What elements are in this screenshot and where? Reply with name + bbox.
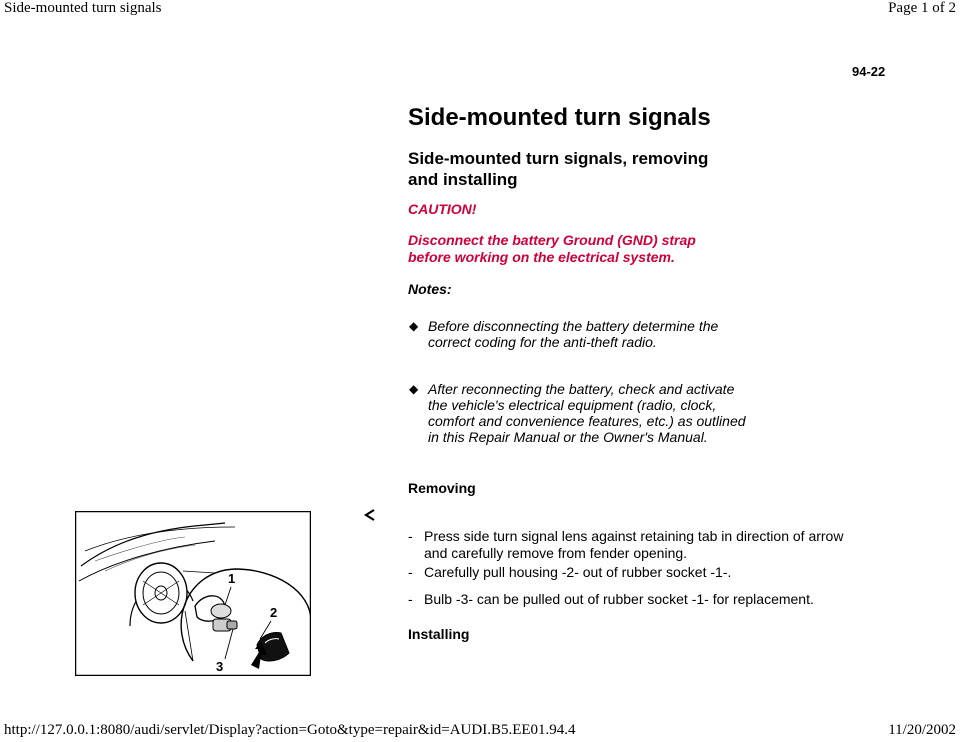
step-item — [408, 564, 868, 581]
header-page-label: Page 1 of 2 — [888, 0, 956, 16]
page-title: Side-mounted turn signals — [408, 104, 711, 131]
footer-date: 11/20/2002 — [888, 722, 956, 738]
diamond-bullet-icon: ◆ — [409, 319, 419, 333]
notes-label: Notes: — [408, 281, 452, 297]
turn-signal-illustration-icon — [75, 511, 311, 676]
page-number: 94-22 — [852, 64, 886, 79]
caution-text: Disconnect the battery Ground (GND) strap before working on the electrical system. — [408, 232, 696, 265]
step-item — [408, 528, 868, 562]
note-item — [409, 381, 749, 445]
callout-3: 3 — [216, 659, 224, 674]
callout-2: 2 — [270, 605, 278, 620]
installing-label: Installing — [408, 626, 470, 642]
step-dash: - — [408, 528, 413, 544]
note-text: Before disconnecting the battery determine the correct coding for the anti-theft radio. — [428, 318, 719, 350]
note-text: After reconnecting the battery, check and activate the vehicle's electrical equipment (radio, clock, comfort and convenience features, etc.) as outlined in this Repair Manual or the Owner's Manual. — [428, 381, 746, 445]
caution-label: CAUTION! — [408, 201, 477, 217]
removing-label: Removing — [408, 480, 476, 496]
figure-pointer-arrow-icon — [363, 508, 377, 522]
note-item — [409, 318, 749, 350]
step-item — [408, 591, 868, 608]
section-subtitle: Side-mounted turn signals, removing and installing — [408, 149, 709, 189]
footer-url[interactable]: http://127.0.0.1:8080/audi/servlet/Display?action=Goto&type=repair&id=AUDI.B5.EE01.94.4 — [4, 722, 576, 738]
callout-1: 1 — [228, 571, 236, 586]
step-text: Carefully pull housing -2- out of rubber socket -1-. — [424, 564, 732, 580]
diamond-bullet-icon: ◆ — [409, 382, 419, 396]
step-text: Bulb -3- can be pulled out of rubber socket -1- for replacement. — [424, 591, 814, 607]
header-doc-title: Side-mounted turn signals — [4, 0, 162, 16]
step-dash: - — [408, 564, 413, 580]
step-text: Press side turn signal lens against retaining tab in direction of arrow and carefully remove from fender opening. — [424, 528, 844, 561]
step-dash: - — [408, 591, 413, 607]
